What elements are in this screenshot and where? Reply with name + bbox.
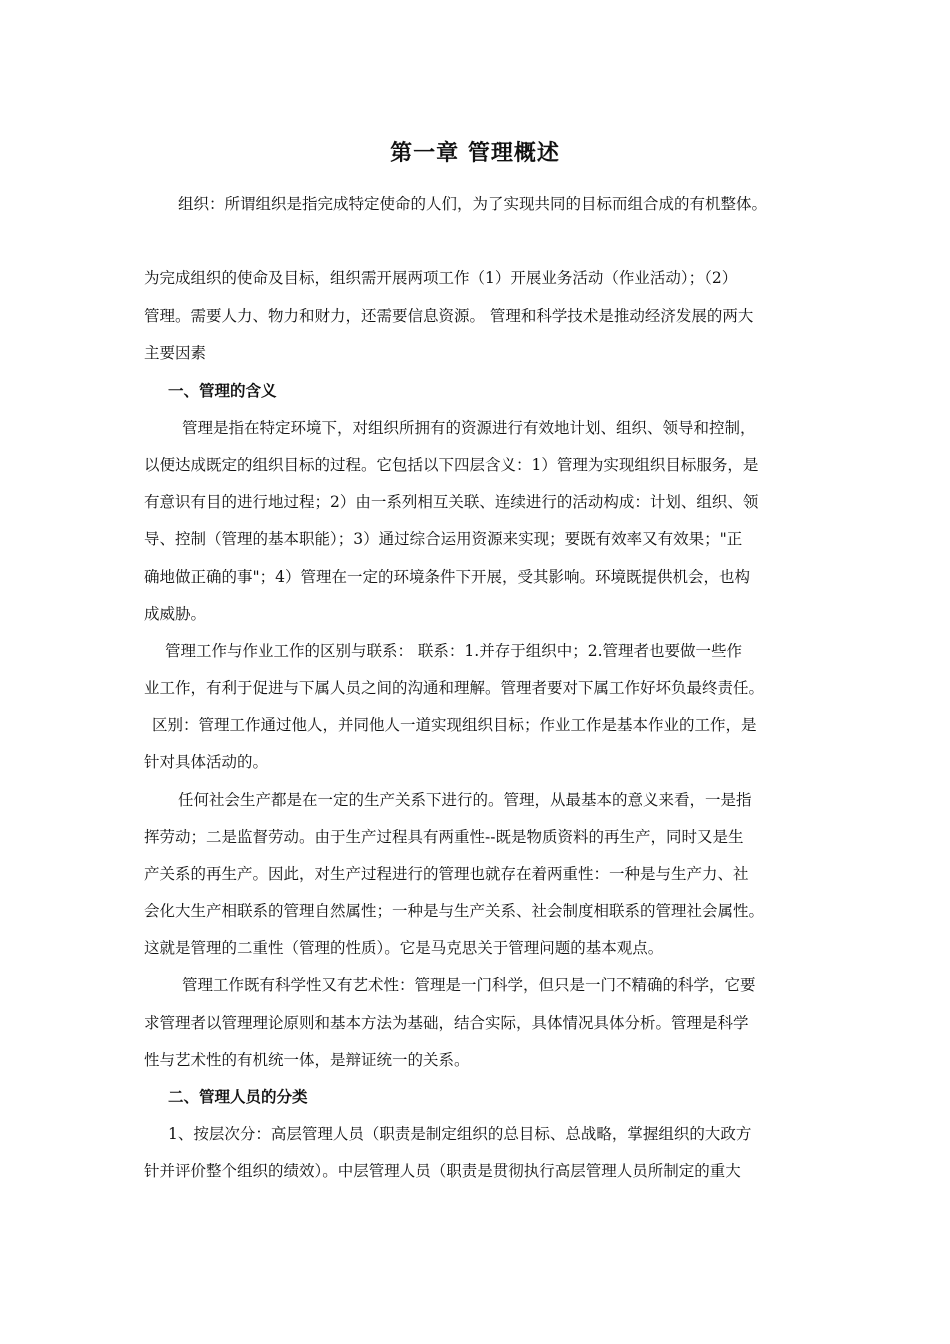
paragraph-line: 这就是管理的二重性（管理的性质）。它是马克思关于管理问题的基本观点。 <box>144 939 664 957</box>
paragraph-line: 管理工作既有科学性又有艺术性：管理是一门科学，但只是一门不精确的科学，它要 <box>182 976 756 994</box>
paragraph-line: 为完成组织的使命及目标，组织需开展两项工作（1）开展业务活动（作业活动）；（2） <box>144 269 738 287</box>
paragraph-line: 导、控制（管理的基本职能）；3）通过综合运用资源来实现；要既有效率又有效果；"正 <box>144 530 743 548</box>
chapter-title: 第一章 管理概述 <box>390 141 560 166</box>
paragraph-line: 区别：管理工作通过他人，并同他人一道实现组织目标；作业工作是基本作业的工作，是 <box>152 716 757 734</box>
paragraph-line: 确地做正确的事"；4）管理在一定的环境条件下开展，受其影响。环境既提供机会，也构 <box>144 568 750 586</box>
paragraph-line: 求管理者以管理理论原则和基本方法为基础，结合实际，具体情况具体分析。管理是科学 <box>144 1014 749 1032</box>
paragraph-line: 以便达成既定的组织目标的过程。它包括以下四层含义：1）管理为实现组织目标服务，是 <box>144 456 759 474</box>
paragraph-line: 产关系的再生产。因此，对生产过程进行的管理也就存在着两重性：一种是与生产力、社 <box>144 865 749 883</box>
paragraph-line: 挥劳动；二是监督劳动。由于生产过程具有两重性--既是物质资料的再生产，同时又是生 <box>144 828 744 846</box>
paragraph-line: 会化大生产相联系的管理自然属性；一种是与生产关系、社会制度相联系的管理社会属性。 <box>144 902 765 920</box>
paragraph-line: 组织：所谓组织是指完成特定使命的人们，为了实现共同的目标而组合成的有机整体。 <box>178 195 768 213</box>
paragraph-line: 性与艺术性的有机统一体，是辩证统一的关系。 <box>144 1051 470 1069</box>
paragraph-line: 1、按层次分：高层管理人员（职责是制定组织的总目标、总战略，掌握组织的大政方 <box>168 1125 752 1143</box>
paragraph-line: 任何社会生产都是在一定的生产关系下进行的。管理，从最基本的意义来看，一是指 <box>178 791 752 809</box>
paragraph-line: 主要因素 <box>144 344 207 362</box>
paragraph-line: 成威胁。 <box>144 605 207 623</box>
paragraph-line: 管理是指在特定环境下，对组织所拥有的资源进行有效地计划、组织、领导和控制， <box>182 419 756 437</box>
paragraph-line: 管理工作与作业工作的区别与联系： 联系：1.并存于组织中；2.管理者也要做一些作 <box>165 642 743 660</box>
section-heading: 一、管理的含义 <box>168 382 277 400</box>
section-heading: 二、管理人员的分类 <box>168 1088 308 1106</box>
paragraph-line: 有意识有目的进行地过程；2）由一系列相互关联、连续进行的活动构成：计划、组织、领 <box>144 493 759 511</box>
paragraph-line: 针并评价整个组织的绩效）。中层管理人员（职责是贯彻执行高层管理人员所制定的重大 <box>144 1162 741 1180</box>
paragraph-line: 针对具体活动的。 <box>144 753 269 771</box>
paragraph-line: 业工作，有利于促进与下属人员之间的沟通和理解。管理者要对下属工作好坏负最终责任。 <box>144 679 765 697</box>
paragraph-line: 管理。需要人力、物力和财力，还需要信息资源。 管理和科学技术是推动经济发展的两大 <box>144 307 754 325</box>
